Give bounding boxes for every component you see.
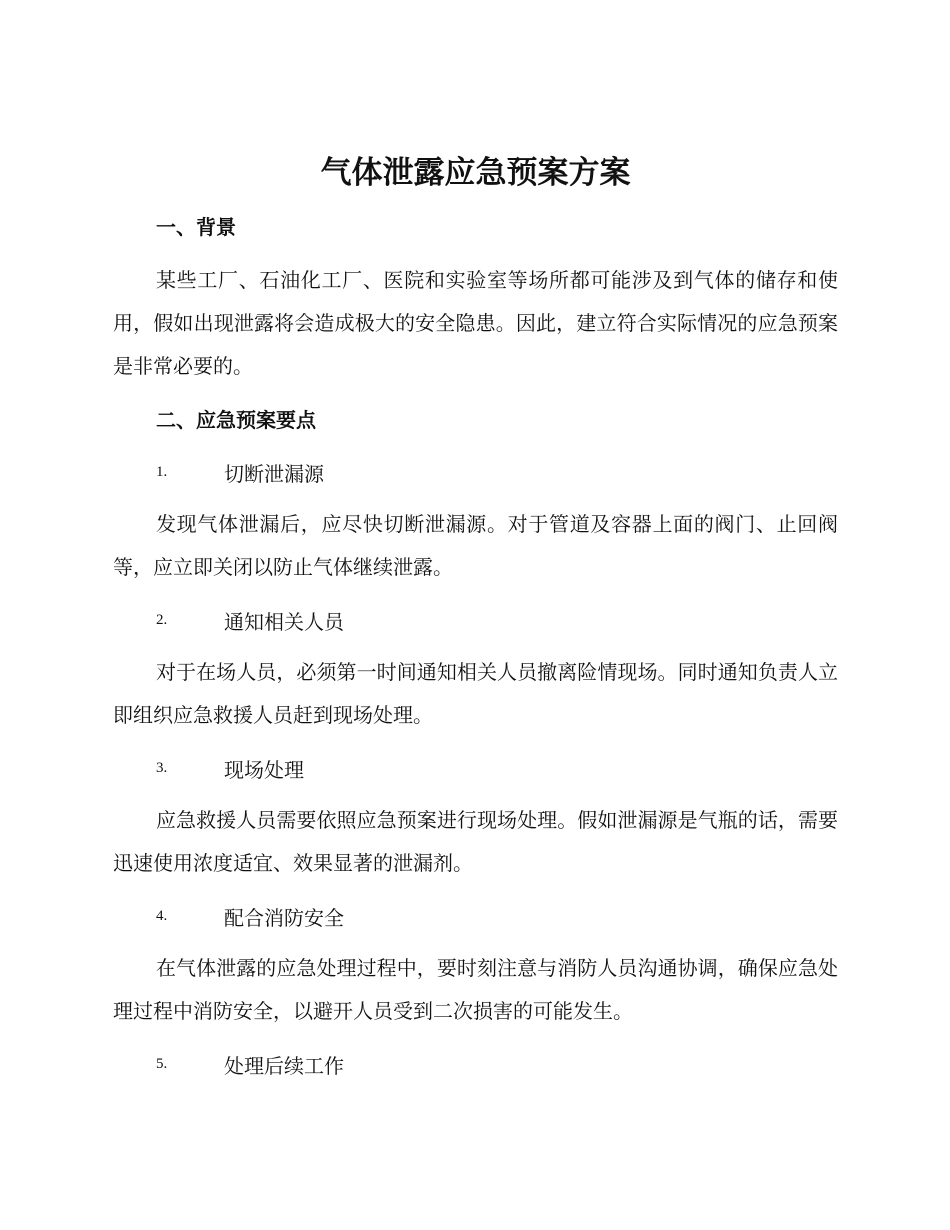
numbered-item-5 — [113, 1043, 838, 1085]
document-title: 气体泄露应急预案方案 — [320, 155, 631, 191]
item-number: 4. — [156, 907, 168, 924]
item-paragraph: 在气体泄露的应急处理过程中，要时刻注意与消防人员沟通协调，确保应急处理过程中消防安全，以避开人员受到二次损害的可能发生。 — [113, 956, 838, 1023]
section-heading-background: 一、背景 — [156, 215, 236, 239]
item-number: 2. — [156, 611, 168, 628]
numbered-item-2 — [113, 599, 838, 641]
item-number: 5. — [156, 1055, 168, 1072]
section-heading-key-points: 二、应急预案要点 — [156, 408, 316, 432]
item-paragraph: 应急救援人员需要依照应急预案进行现场处理。假如泄漏源是气瓶的话，需要迅速使用浓度适宜、效果显著的泄漏剂。 — [113, 808, 838, 875]
numbered-item-1 — [113, 451, 838, 493]
item-label: 切断泄漏源 — [224, 461, 324, 486]
item-label: 处理后续工作 — [224, 1053, 344, 1078]
numbered-item-4 — [113, 895, 838, 937]
item-paragraph: 对于在场人员，必须第一时间通知相关人员撤离险情现场。同时通知负责人立即组织应急救援人员赶到现场处理。 — [113, 660, 838, 727]
background-paragraph: 某些工厂、石油化工厂、医院和实验室等场所都可能涉及到气体的储存和使用，假如出现泄露将会造成极大的安全隐患。因此，建立符合实际情况的应急预案是非常必要的。 — [113, 268, 838, 378]
item-paragraph: 发现气体泄漏后，应尽快切断泄漏源。对于管道及容器上面的阀门、止回阀等，应立即关闭以防止气体继续泄露。 — [113, 512, 838, 579]
numbered-item-3 — [113, 747, 838, 789]
item-label: 配合消防安全 — [224, 905, 344, 930]
document-body — [113, 150, 838, 1085]
item-label: 现场处理 — [224, 757, 304, 782]
item-number: 1. — [156, 463, 168, 480]
item-number: 3. — [156, 759, 168, 776]
item-label: 通知相关人员 — [224, 609, 344, 634]
